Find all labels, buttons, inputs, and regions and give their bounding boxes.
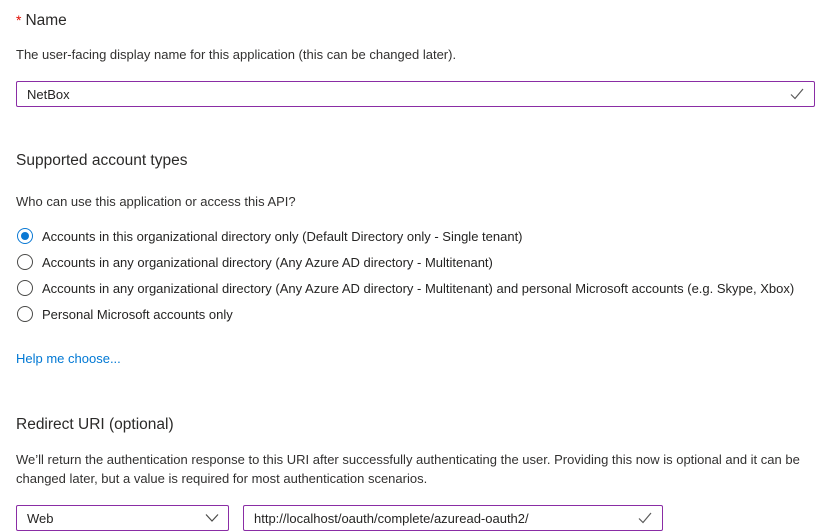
help-me-choose-link[interactable]: Help me choose...	[16, 351, 121, 366]
radio-icon[interactable]	[17, 280, 33, 296]
name-section-title	[16, 10, 814, 31]
name-section-title-text: Name	[25, 12, 67, 29]
radio-icon[interactable]	[17, 254, 33, 270]
redirect-uri-title: Redirect URI (optional)	[16, 416, 174, 433]
account-types-question: Who can use this application or access this API?	[16, 194, 296, 209]
account-types-title: Supported account types	[16, 152, 188, 169]
redirect-uri-description: We’ll return the authentication response to this URI after successfully authenticating the user. Providing this now is optional and it can be changed later, but a value is required for most authentication scenarios.	[16, 452, 800, 486]
redirect-uri-controls	[16, 505, 814, 531]
radio-option-label: Accounts in this organizational directory only (Default Directory only - Single tenant)	[42, 228, 523, 244]
name-input-container	[16, 81, 815, 107]
radio-option-multitenant[interactable]	[16, 249, 814, 275]
name-input[interactable]	[17, 82, 814, 106]
radio-icon[interactable]	[17, 306, 33, 322]
required-asterisk: *	[16, 12, 22, 28]
redirect-uri-input-container	[243, 505, 663, 531]
radio-option-multitenant-personal[interactable]	[16, 275, 814, 301]
radio-icon[interactable]	[17, 228, 33, 244]
redirect-uri-input[interactable]	[244, 506, 662, 530]
radio-option-label: Personal Microsoft accounts only	[42, 306, 233, 322]
chevron-down-icon	[205, 514, 219, 523]
platform-select-value: Web	[27, 510, 54, 526]
radio-option-label: Accounts in any organizational directory (Any Azure AD directory - Multitenant) and personal Microsoft accounts (e.g. Skype, Xbox)	[42, 280, 795, 296]
account-type-radio-group	[16, 223, 814, 327]
radio-option-single-tenant[interactable]	[16, 223, 814, 249]
radio-option-label: Accounts in any organizational directory (Any Azure AD directory - Multitenant)	[42, 254, 493, 270]
radio-option-personal-only[interactable]	[16, 301, 814, 327]
name-description: The user-facing display name for this application (this can be changed later).	[16, 47, 457, 62]
platform-select[interactable]	[16, 505, 229, 531]
